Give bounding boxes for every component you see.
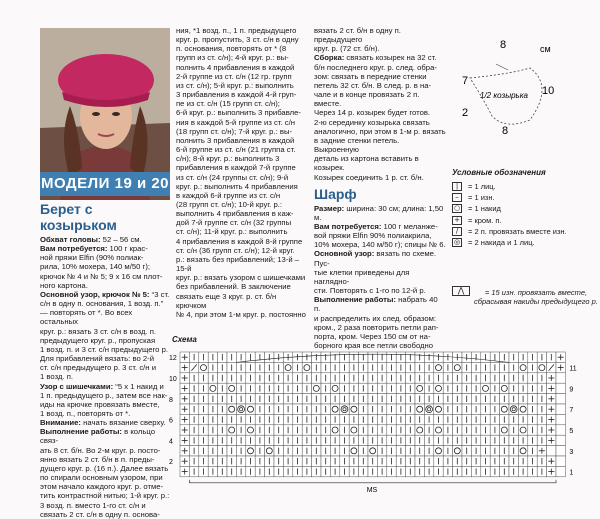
text-line: ния в каждой 5-й группе из ст. с/н <box>176 117 296 127</box>
text-line: полнить 3 прибавления в каждой <box>176 135 295 145</box>
dim-left: 7 <box>462 75 469 87</box>
text-line: полнить 4 прибавления в каждой <box>176 62 295 72</box>
chart-cell <box>556 446 565 456</box>
row-number: 1 <box>569 469 574 477</box>
text-line: круг. р.: вязать узором с шишечками <box>176 273 306 283</box>
text-line: (28 групп ст. с/н); 10-й круг. р.: <box>176 199 283 209</box>
legend-item <box>452 226 592 237</box>
text-line: ния, *1 возд. п., 1 п. предыдущего <box>176 26 297 35</box>
row-number: 3 <box>569 448 574 456</box>
row-number: 6 <box>169 417 173 425</box>
legend-symbol: – <box>452 193 462 202</box>
chart-cell <box>556 394 565 404</box>
chart-cell <box>556 383 565 393</box>
text-line: круг. р.: выполнить 4 прибавления <box>176 181 298 191</box>
rapport-label: MS <box>366 486 378 494</box>
legend-symbol: + <box>452 216 462 225</box>
scarf-title: Шарф <box>314 185 357 202</box>
legend-label: = кром. п. <box>468 215 502 225</box>
assembly-and-scarf: вязать 2 ст. б/н в одну п. предыдущего круг. р. (72 ст. б/н). Сборка: связать козырек на 32 ст. б/н последнего круг. р. след. обра- зом: связать в передние стенки петель 32 ст. б/н. В след. р. в на- чале и в конце провязать 2 п. вместе. Через 14 р. козырек будет готов. 2-ю серединку козырька связать аналогично, при этом в 1-м р. вязать в задние стенки петель. Выкроенную деталь из картона вставить в козырек. Козырек соединить 1 р. ст. б/н. Шарф Размер: ширина: 30 см; длина: 1,50 м. Вам потребуется: 100 г меланже- вой пряжи Elfin 90% полиакрила, 10% мохера, 140 м/50 г); спицы № 6. Основной узор: вязать по схеме. Пус- тые клетки приведены для наглядно- сти. Повторять с 1-го по 12-й р. Выполнение работы: набрать 40 п. и распределить их след. образом: кром., 2 раза повторить петли рап- порта, кром. Через 150 см от на- борного края все петли свободно <box>314 26 446 350</box>
dim-small: 2 <box>462 107 469 119</box>
legend-symbol: | <box>452 182 462 191</box>
text-line: р.: вязать без прибавлений; 13-й – 15-й <box>176 254 300 274</box>
text-line: 4 прибавления в каждой 8-й группе <box>176 236 303 246</box>
chart-cell <box>547 446 556 456</box>
text-line: без прибавлений. В заключение <box>176 282 291 292</box>
dim-unit: см <box>540 44 551 54</box>
text-line: 6-й круг. р.: выполнить 3 прибавле- <box>176 108 301 118</box>
row-number: 4 <box>169 438 173 446</box>
dim-bottom: 8 <box>502 125 509 137</box>
text-line: из ст. с/н); 5-й круг. р.: выполнить <box>176 80 294 90</box>
chart-cell <box>556 466 565 476</box>
legend-title: Условные обозначения <box>452 168 546 177</box>
text-line: ст. с/н); 11-й круг. р.: выполнить <box>176 227 288 237</box>
beret-title: Берет с козырьком <box>40 201 117 233</box>
row-number: 12 <box>169 355 177 363</box>
dim-top: 8 <box>500 39 507 51</box>
legend-symbol: ○ <box>453 204 461 213</box>
beret-continuation <box>176 26 308 319</box>
text-line: 6-й группе из ст. с/н (21 группа ст. <box>176 145 296 155</box>
text-line: связать еще 3 круг. р. ст. б/н крючком <box>176 291 277 310</box>
row-number: 7 <box>569 407 574 415</box>
chart-cell <box>556 435 565 445</box>
text-line: № 4, при этом 1-м круг. р. постоянно <box>176 309 306 319</box>
chart-cell <box>556 373 565 383</box>
dim-right: 10 <box>542 85 555 97</box>
row-number: 9 <box>569 386 574 394</box>
models-banner: МОДЕЛИ 19 и 20 <box>40 172 170 196</box>
knitting-chart <box>168 346 588 498</box>
legend-item <box>452 203 592 214</box>
legend-label: = 1 накид <box>468 204 501 214</box>
legend-item <box>452 215 592 226</box>
legend-label: = 1 лиц. <box>468 182 496 192</box>
legend-label: = 1 изн. <box>468 193 495 203</box>
legend-symbol: / <box>452 227 462 236</box>
legend <box>452 181 592 248</box>
row-number: 8 <box>169 396 173 404</box>
legend-item <box>452 192 592 203</box>
schema-title: Схема <box>172 335 197 344</box>
rapport-bracket <box>189 480 556 483</box>
visor-pattern-diagram <box>450 24 600 159</box>
row-number: 10 <box>169 376 177 383</box>
text-line: ст. с/н (36 групп ст. с/н); 12-й круг. <box>176 245 295 255</box>
chart-cell <box>556 456 565 466</box>
text-line: (18 групп ст. с/н); 7-й круг. р.: вы- <box>176 126 293 136</box>
text-line: 2-й группе из ст. с/н (12 гр. групп <box>176 71 292 81</box>
text-line: пе из ст. с/н (15 групп ст. с/н); <box>176 99 280 109</box>
text-line: из ст. с/н (24 группы ст. с/н); 9-й <box>176 172 289 182</box>
row-number: 5 <box>569 428 574 435</box>
text-line: с/н); 8-й круг. р.: выполнить 3 <box>176 154 280 164</box>
legend-symbol: ◎ <box>453 238 461 247</box>
legend-label: = 2 п. провязать вместе изн. <box>468 226 567 236</box>
text-line: дой 7-й группе ст. с/н (32 группы <box>176 218 292 228</box>
rapport-note: = 15 изн. провязать вместе, сбрасывая накиды предыдущего р. <box>474 288 598 306</box>
rapport-legend-symbol: ⋀ <box>452 286 470 296</box>
chart-cell <box>556 414 565 424</box>
text-line: групп из ст. с/н); 4-й круг. р.: вы- <box>176 53 289 63</box>
legend-item <box>452 237 592 248</box>
row-number: 11 <box>569 365 577 373</box>
text-line: п. основания, повторять от * (8 <box>176 44 287 54</box>
chart-cell <box>556 404 565 414</box>
text-line: 3 прибавления в каждой 4-й груп- <box>176 90 297 100</box>
text-line: круг. р. пропустить, 3 ст. с/н в одну <box>176 35 299 45</box>
row-number: 2 <box>169 459 173 467</box>
chart-cell <box>556 425 565 435</box>
visor-label: 1/2 козырька <box>480 91 528 100</box>
text-line: в каждой 6-й группе из ст. с/н <box>176 190 281 200</box>
text-line: прибавления в каждой 7-й группе <box>176 163 296 173</box>
legend-item <box>452 181 592 192</box>
text-line: выполнить 4 прибавления в каж- <box>176 209 294 219</box>
legend-label: = 2 накида и 1 лиц. <box>468 238 535 248</box>
beret-section: Берет с козырьком Обхват головы: 52 – 56 см. Вам потребуется: 100 г крас- ной пряжи Elfin (90% полиак- рила, 10% мохера, 140 м/50 г); крючок № 4 и № 5; 9 х 16 см плот- ного картона. Основной узор, крючок № 5: “3 ст. с/н в одну п. основания, 1 возд. п.” — повторять от *. Во всех остальных круг. р.: вязать 3 ст. с/н в возд. п. предыдущего круг. р., пропуская 1 возд. п. и 3 ст. с/н предыдущего р. Для прибавлений вязать: во 2-й ст. с/н предыдущего р. 3 ст. с/н и 1 возд. п. Узор с шишечками: “5 х 1 накид и 1 п. предыдущего р., затем все нак- иды на крючке провязать вместе, 1 возд. п., повторять от *. Внимание: начать вязание сверху. Выполнение работы: в кольцо связ- ать 8 ст. б/н. Во 2-м круг. р. посто- янно вязать 2 ст. б/н в п. преды- дущего круг. р. (16 п.). Далее вязать по спирали основным узором, при этом начало каждого круг. р. отме- тить контрастной нитью; 1-й круг. р.: 3 возд. п. вместо 1-го ст. с/н и связать 2 ст. с/н в одну п. основа- <box>40 201 170 519</box>
